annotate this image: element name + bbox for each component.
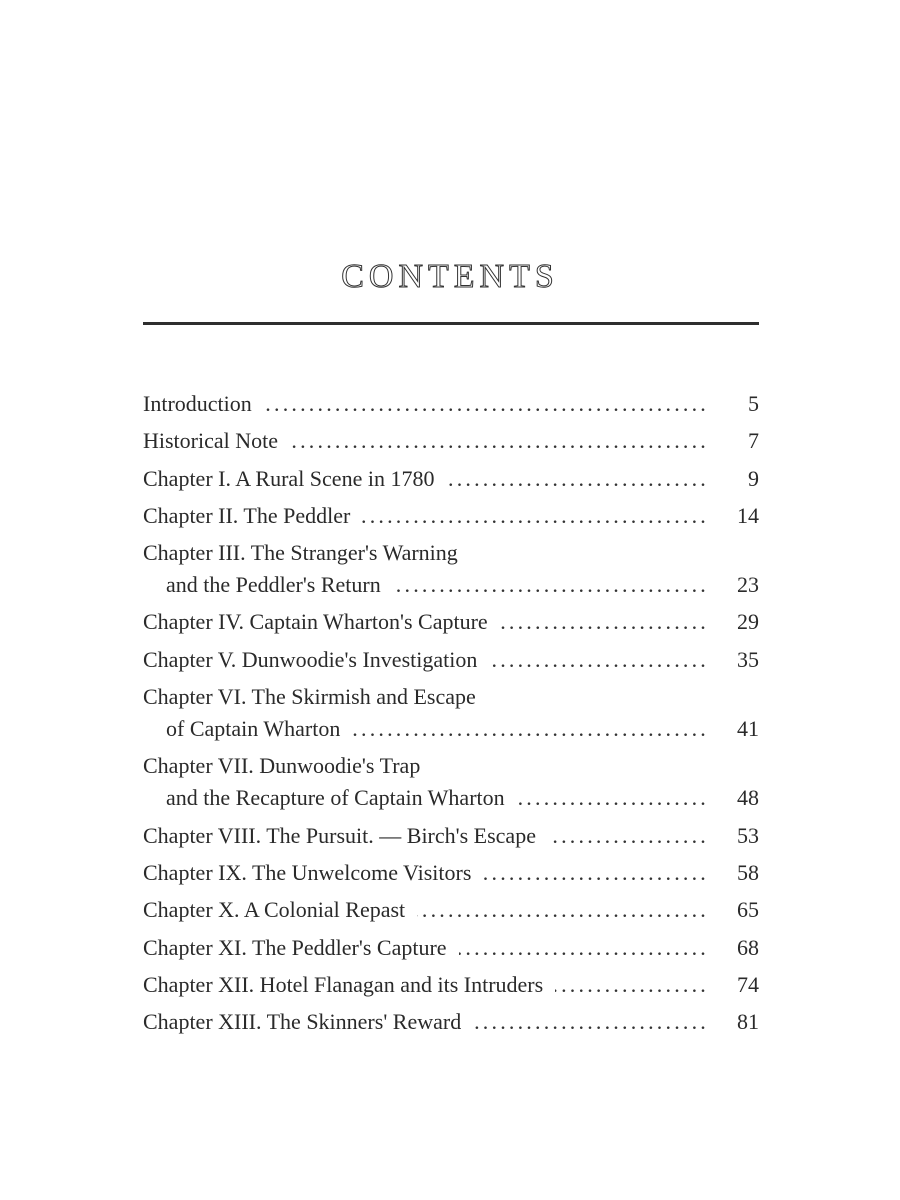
toc-page-number: 9	[748, 465, 759, 491]
toc-entry	[143, 932, 759, 964]
toc-entry-line	[143, 388, 759, 420]
toc-entry-line	[143, 569, 759, 601]
dot-leader	[548, 820, 709, 852]
page-title: CONTENTS	[341, 258, 559, 295]
toc-entry	[143, 857, 759, 889]
toc-entry-line	[143, 932, 759, 964]
toc-entry-line	[143, 969, 759, 1001]
toc-entry	[143, 644, 759, 676]
toc-page-number: 7	[748, 428, 759, 454]
dot-leader	[483, 857, 709, 889]
toc-page-number: 81	[737, 1009, 759, 1035]
toc-entry-title-continuation: of Captain Wharton	[166, 716, 341, 742]
toc-entry-title: Introduction	[143, 391, 252, 416]
table-of-contents	[143, 388, 759, 1043]
toc-page-number: 35	[737, 646, 759, 672]
toc-entry-line	[143, 500, 759, 532]
toc-entry-title: Chapter XI. The Peddler's Capture	[143, 934, 447, 960]
toc-entry	[143, 606, 759, 638]
dot-leader	[352, 713, 709, 745]
toc-entry-title: Chapter XII. Hotel Flanagan and its Intruders	[143, 971, 544, 997]
toc-entry-title: Chapter IV. Captain Wharton's Capture	[143, 609, 488, 635]
dot-leader	[489, 644, 709, 676]
toc-entry-title: Chapter VI. The Skirmish and Escape	[143, 684, 476, 710]
toc-page-number: 41	[737, 716, 759, 742]
toc-page-number: 23	[737, 572, 759, 598]
toc-entry-title: Chapter II. The Peddler	[143, 502, 351, 528]
toc-entry-title: Chapter XIII. The Skinners' Reward	[143, 1009, 462, 1035]
toc-page-number: 53	[737, 822, 759, 848]
toc-entry-title: Chapter X. A Colonial Repast	[143, 897, 406, 923]
toc-page-number: 48	[737, 785, 759, 811]
toc-entry-line	[143, 857, 759, 889]
toc-entry-title-continuation: and the Recapture of Captain Wharton	[166, 785, 505, 811]
toc-entry-title: Chapter III. The Stranger's Warning	[143, 540, 458, 566]
dot-leader	[446, 463, 709, 495]
toc-entry-line	[143, 606, 759, 638]
toc-entry-line	[143, 820, 759, 852]
dot-leader	[417, 894, 709, 926]
dot-leader	[459, 932, 709, 964]
toc-entry	[143, 463, 759, 495]
toc-entry-title: Historical Note	[143, 428, 279, 454]
toc-entry-line	[143, 425, 759, 457]
toc-entry-line	[143, 713, 759, 745]
dot-leader	[555, 969, 709, 1001]
toc-entry-title: Chapter IX. The Unwelcome Visitors	[143, 859, 472, 885]
toc-entry	[143, 681, 759, 745]
toc-entry-line	[143, 894, 759, 926]
toc-entry-title-continuation: and the Peddler's Return	[166, 572, 381, 598]
toc-page-number: 58	[737, 859, 759, 885]
toc-page-number: 65	[737, 897, 759, 923]
toc-entry-line	[143, 1006, 759, 1038]
toc-page-number: 29	[737, 609, 759, 635]
toc-entry	[143, 537, 759, 601]
dot-leader	[362, 500, 709, 532]
toc-entry	[143, 969, 759, 1001]
toc-entry	[143, 1006, 759, 1038]
toc-page-number: 5	[748, 391, 759, 416]
toc-entry	[143, 388, 759, 420]
dot-leader	[264, 388, 709, 420]
dot-leader	[517, 782, 709, 814]
toc-entry	[143, 425, 759, 457]
toc-entry	[143, 820, 759, 852]
title-rule	[143, 322, 759, 325]
toc-entry	[143, 500, 759, 532]
toc-entry-line	[143, 463, 759, 495]
toc-entry-title: Chapter VIII. The Pursuit. — Birch's Escape	[143, 822, 536, 848]
toc-page-number: 14	[737, 502, 759, 528]
dot-leader	[290, 425, 709, 457]
toc-entry-line	[143, 782, 759, 814]
toc-entry	[143, 894, 759, 926]
dot-leader	[393, 569, 709, 601]
toc-entry-title: Chapter V. Dunwoodie's Investigation	[143, 646, 478, 672]
toc-entry-title: Chapter VII. Dunwoodie's Trap	[143, 753, 421, 779]
dot-leader	[500, 606, 709, 638]
toc-page-number: 74	[737, 971, 759, 997]
dot-leader	[473, 1006, 709, 1038]
toc-entry	[143, 750, 759, 814]
toc-entry-line	[143, 644, 759, 676]
toc-page-number: 68	[737, 934, 759, 960]
toc-entry-title: Chapter I. A Rural Scene in 1780	[143, 465, 435, 491]
